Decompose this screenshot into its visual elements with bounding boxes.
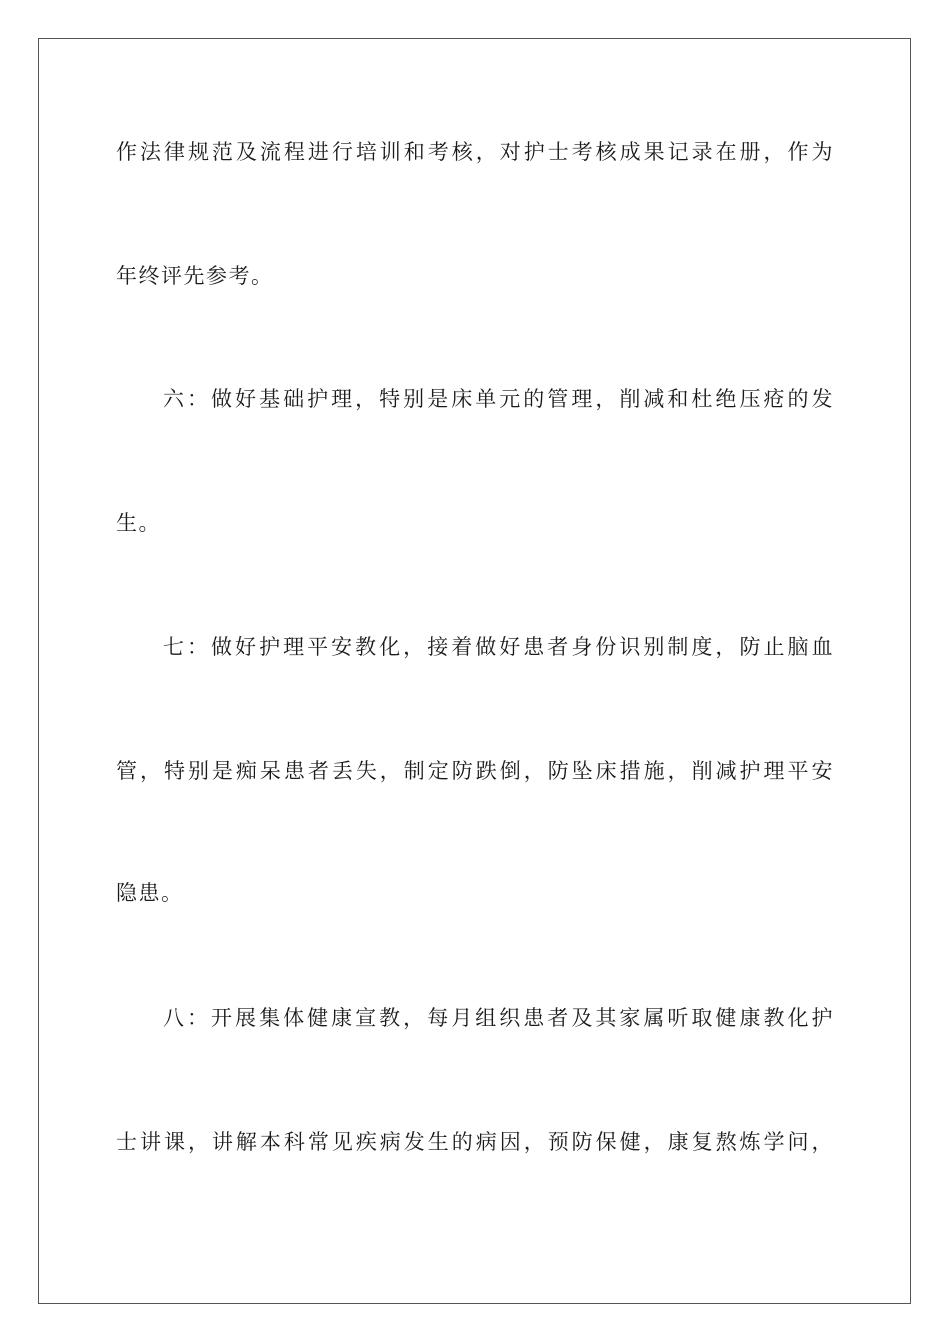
paragraph-8-line-2: 士讲课，讲解本科常见疾病发生的病因，预防保健，康复熬炼学问， [116, 1130, 834, 1154]
paragraph-5-line-1: 作法律规范及流程进行培训和考核，对护士考核成果记录在册，作为 [116, 140, 834, 164]
paragraph-5-line-2: 年终评先参考。 [116, 264, 274, 288]
page-border [38, 38, 911, 1304]
paragraph-6-line-2: 生。 [116, 511, 161, 535]
paragraph-8-line-1: 八：开展集体健康宣教，每月组织患者及其家属听取健康教化护 [163, 1006, 834, 1030]
paragraph-6-line-1: 六：做好基础护理，特别是床单元的管理，削减和杜绝压疮的发 [163, 387, 834, 411]
paragraph-7-line-2: 管，特别是痴呆患者丢失，制定防跌倒，防坠床措施，削减护理平安 [116, 759, 834, 783]
paragraph-7-line-1: 七：做好护理平安教化，接着做好患者身份识别制度，防止脑血 [163, 635, 834, 659]
paragraph-7-line-3: 隐患。 [116, 881, 184, 905]
